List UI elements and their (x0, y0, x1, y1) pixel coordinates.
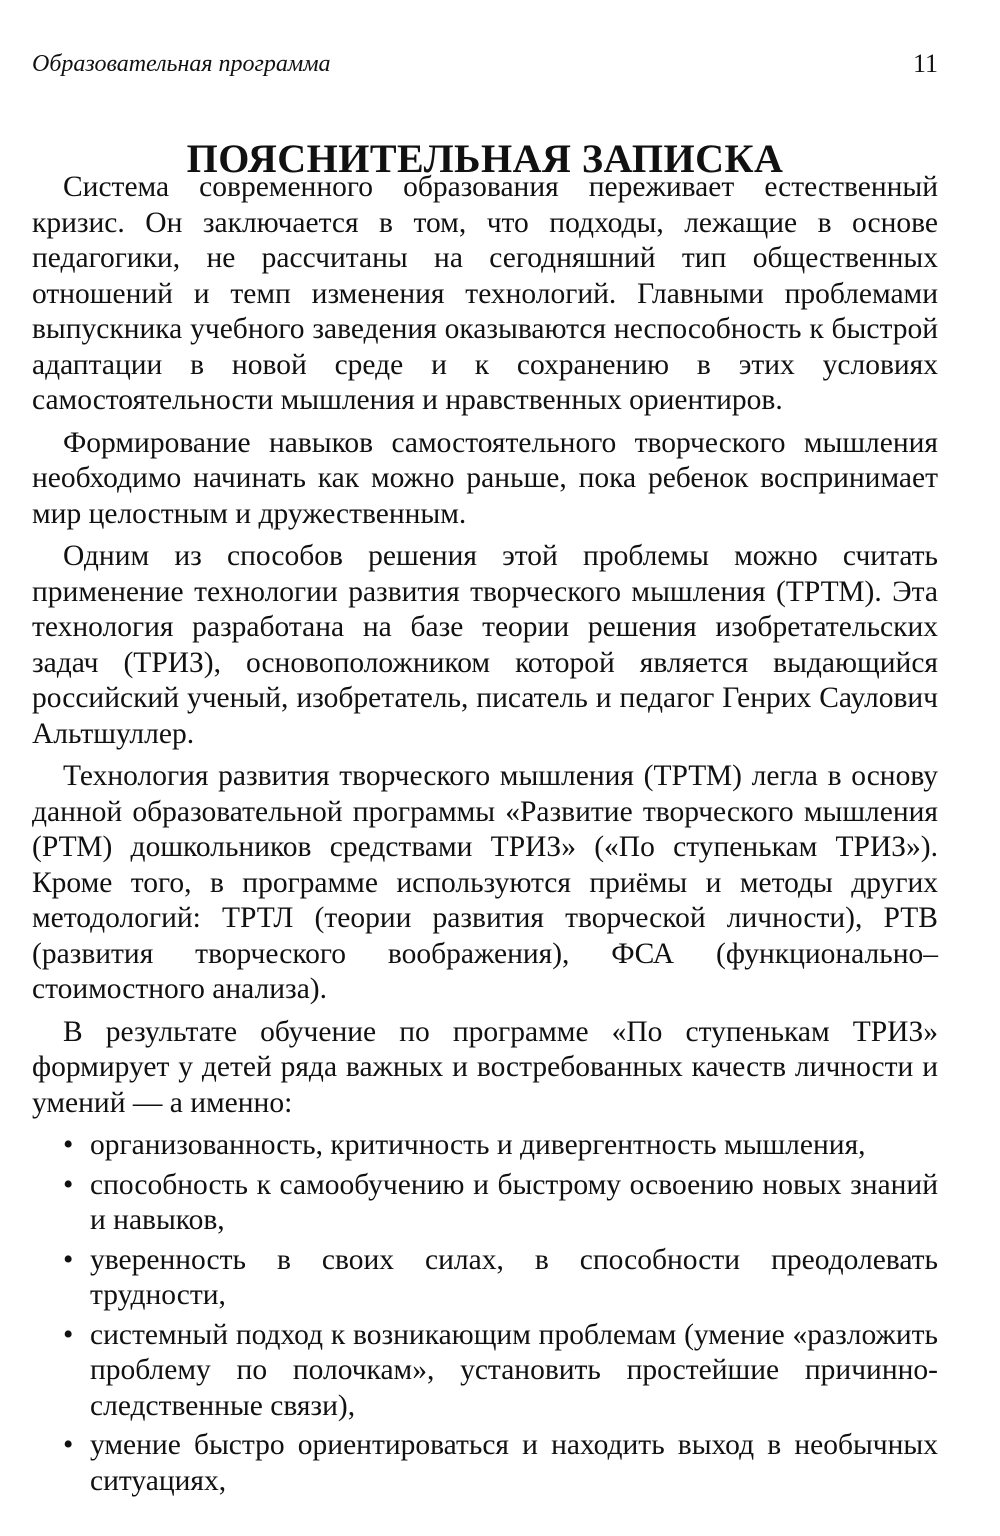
list-item (32, 1428, 938, 1499)
list-item-text: способность к самообучению и быстрому освоению новых знаний и навыков, (90, 1168, 938, 1236)
list-item-text: системный подход к возникающим проблемам (умение «разложить проблему по полочкам», установить простейшие причинно-следственные связи), (90, 1318, 938, 1422)
list-item (32, 1168, 938, 1239)
list-item (32, 1318, 938, 1425)
bullet-marker: • (63, 1318, 74, 1351)
list-item-text: умение быстро ориентироваться и находить выход в необычных ситуациях, (90, 1429, 938, 1497)
paragraph-2: Формирование навыков самостоятельного творческого мышления необходимо начинать как можно раньше, пока ребенок воспринимает мир целостным и дружественным. (32, 426, 938, 530)
bullet-marker: • (63, 1129, 74, 1161)
paragraph-4: Технология развития творческого мышления (ТРТМ) легла в основу данной образовательной программы «Развитие творческого мышления (РТМ) дошкольников средствами ТРИЗ» («По ступенькам ТРИЗ»). Кроме того, в программе используются приёмы и методы других методологий: ТРТЛ (теории развития творческой личности), РТВ (развития творческого воображения), ФСА (функционально–стоимостного анализа). (32, 760, 938, 1005)
section-heading: ПОЯСНИТЕЛЬНАЯ ЗАПИСКА (186, 135, 784, 181)
list-item-text: уверенность в своих силах, в способности преодолевать трудности, (90, 1243, 938, 1311)
list-item-text: организованность, критичность и дивергентность мышления, (90, 1129, 866, 1161)
bullet-marker: • (63, 1429, 74, 1461)
list-item (32, 1243, 938, 1314)
paragraph-1: Система современного образования переживает естественный кризис. Он заключается в том, что подходы, лежащие в основе педагогики, не рассчитаны на сегодняшний тип общественных отношений и темп изменения технологий. Главными проблемами выпускника учебного заведения оказываются неспособность к быстрой адаптации в новой среде и к сохранению в этих условиях самостоятельности мышления и нравственных ориентиров. (32, 171, 938, 416)
body-text (32, 170, 938, 1503)
bullet-marker: • (63, 1168, 74, 1201)
bullet-marker: • (63, 1243, 74, 1276)
running-title: Образовательная программа (32, 51, 331, 77)
paragraph-5: В результате обучение по программе «По ступенькам ТРИЗ» формирует у детей ряда важных и востребованных качеств личности и умений — а именно: (32, 1015, 938, 1119)
qualities-list (32, 1128, 938, 1499)
page-number: 11 (912, 49, 938, 78)
list-item (32, 1128, 938, 1164)
running-header (32, 48, 938, 84)
paragraph-3: Одним из способов решения этой проблемы можно считать применение технологии развития творческого мышления (ТРТМ). Эта технология разработана на базе теории решения изобретательских задач (ТРИЗ), основоположником которой является выдающийся российский ученый, изобретатель, писатель и педагог Генрих Саулович Альтшуллер. (32, 540, 938, 750)
